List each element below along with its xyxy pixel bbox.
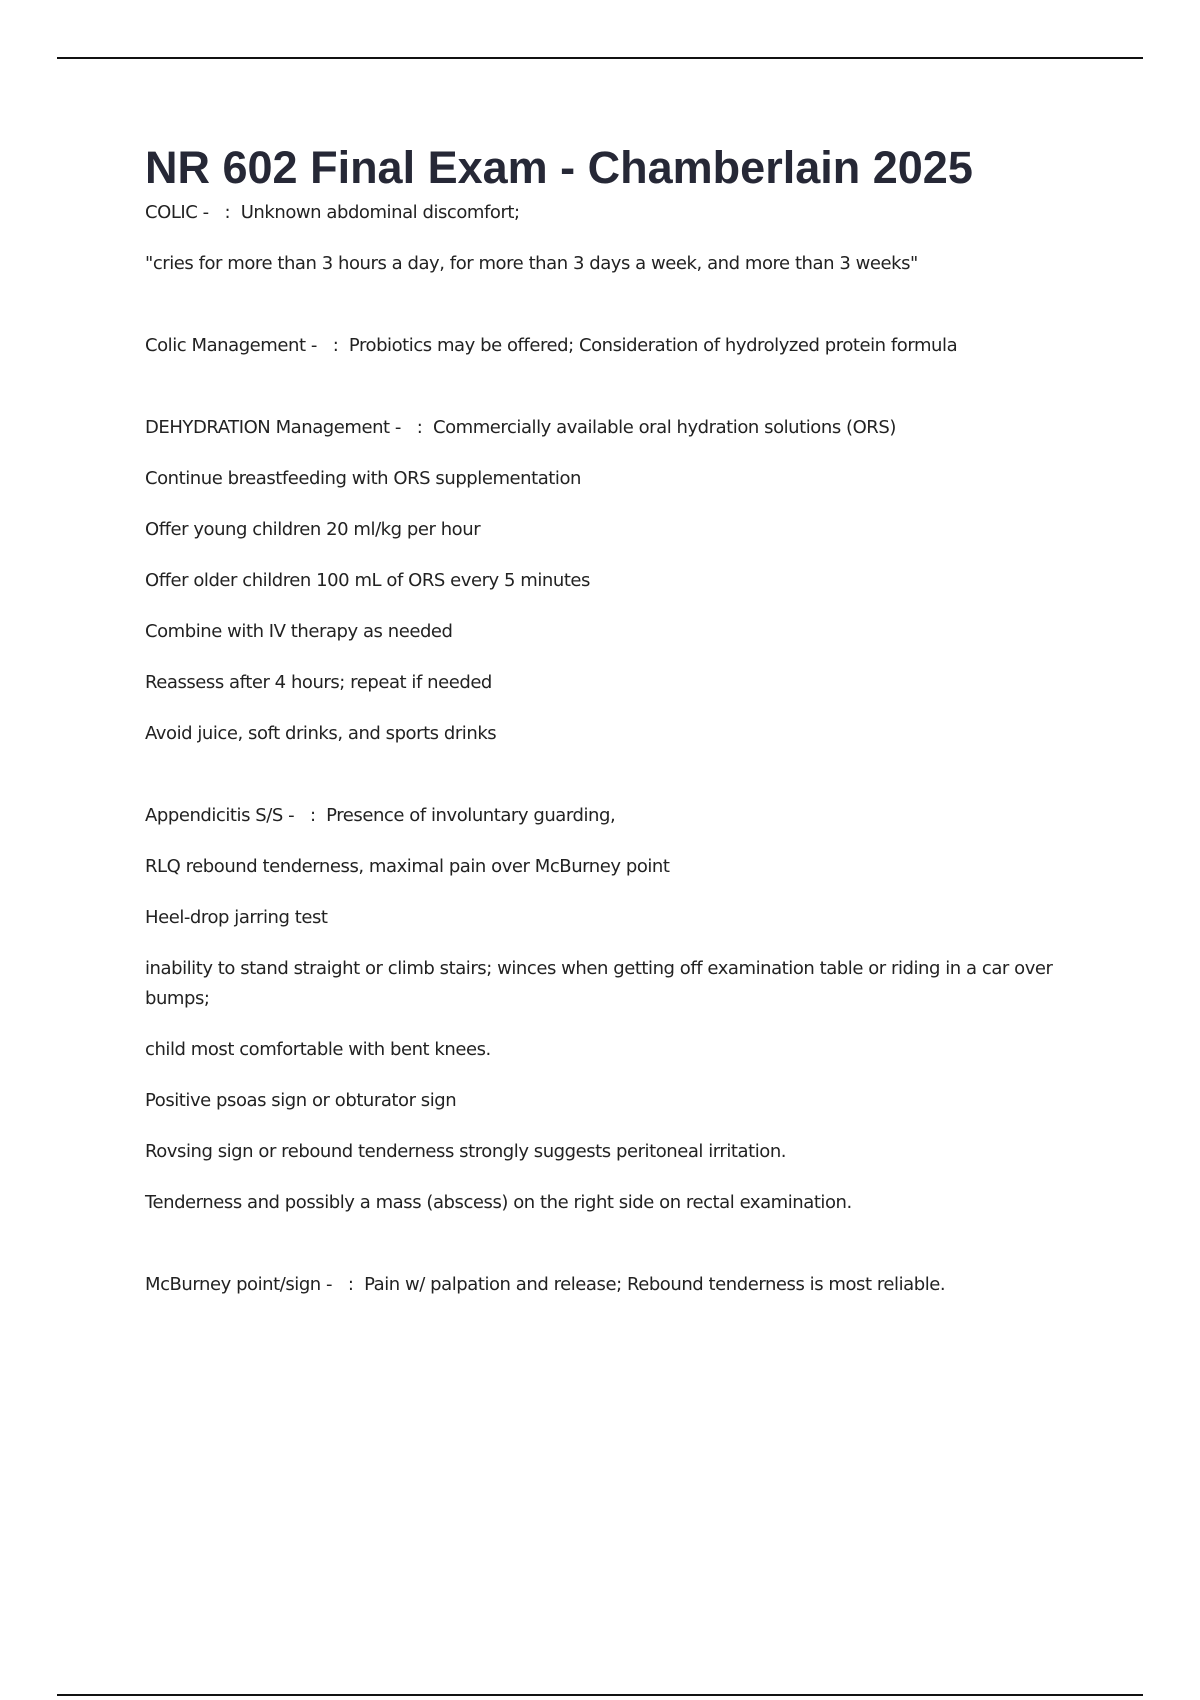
entry-term: McBurney point/sign	[145, 1274, 321, 1295]
document-title: NR 602 Final Exam - Chamberlain 2025	[145, 142, 973, 193]
entry-line: Continue breastfeeding with ORS supplementation	[145, 468, 581, 489]
term-separator: - :	[320, 1274, 365, 1295]
entry-line: Tenderness and possibly a mass (abscess) on the right side on rectal examination.	[145, 1192, 852, 1213]
entry-line: Offer young children 20 ml/kg per hour	[145, 519, 481, 540]
entry-term: COLIC	[145, 202, 198, 223]
entry-line: "cries for more than 3 hours a day, for more than 3 days a week, and more than 3 weeks"	[145, 253, 918, 274]
entry-line: Combine with IV therapy as needed	[145, 621, 453, 642]
entry-definition: Unknown abdominal discomfort;	[240, 202, 520, 223]
bottom-rule	[57, 1694, 1143, 1696]
entry-heading	[145, 1270, 1065, 1300]
entry-term: Colic Management	[145, 335, 306, 356]
entry-heading	[145, 801, 1065, 831]
entry-line: Reassess after 4 hours; repeat if needed	[145, 672, 492, 693]
term-separator: - :	[282, 805, 327, 826]
term-separator: - :	[305, 335, 349, 356]
entry-line: RLQ rebound tenderness, maximal pain over McBurney point	[145, 856, 670, 877]
top-rule	[57, 57, 1143, 59]
entry-term: Appendicitis S/S	[145, 805, 283, 826]
entry-heading	[145, 331, 1065, 361]
entry-line: inability to stand straight or climb stairs; winces when getting off examination table or riding in a car over bumps;	[145, 958, 1053, 1009]
entry-line: Avoid juice, soft drinks, and sports drinks	[145, 723, 497, 744]
entry-definition: Commercially available oral hydration solutions (ORS)	[432, 417, 896, 438]
entry-heading	[145, 413, 1065, 443]
document-body	[145, 140, 1065, 1321]
entry-definition: Pain w/ palpation and release; Rebound tenderness is most reliable.	[364, 1274, 946, 1295]
entry-line: Heel-drop jarring test	[145, 907, 328, 928]
term-separator: - :	[389, 417, 433, 438]
entry-line: Offer older children 100 mL of ORS every 5 minutes	[145, 570, 590, 591]
entry-line: Rovsing sign or rebound tenderness strongly suggests peritoneal irritation.	[145, 1141, 787, 1162]
entry-heading	[145, 198, 1065, 228]
entry-definition: Presence of involuntary guarding,	[326, 805, 616, 826]
entry-line: Positive psoas sign or obturator sign	[145, 1090, 457, 1111]
entry-line: child most comfortable with bent knees.	[145, 1039, 491, 1060]
entry-term: DEHYDRATION Management	[145, 417, 390, 438]
entry-definition: Probiotics may be offered; Consideration of hydrolyzed protein formula	[348, 335, 958, 356]
term-separator: - :	[197, 202, 241, 223]
